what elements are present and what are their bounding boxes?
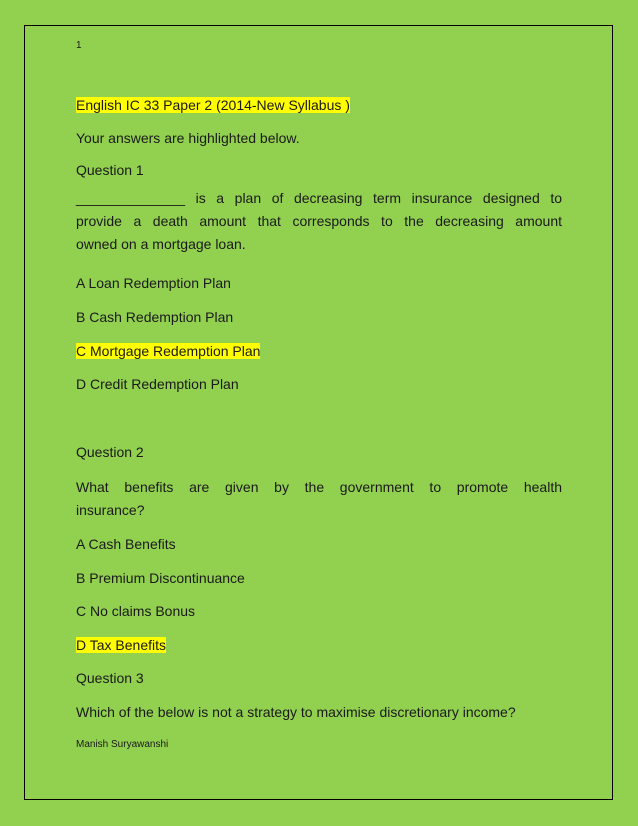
question-3-label: Question 3 — [76, 670, 144, 686]
question-1-text-line: provide a death amount that corresponds to the decreasing amount — [76, 213, 562, 229]
question-2-text-line: insurance? — [76, 502, 145, 518]
title-highlight: English IC 33 Paper 2 (2014-New Syllabus ) — [76, 97, 350, 113]
question-2-text — [76, 476, 562, 522]
question-1-option-b: B Cash Redemption Plan — [76, 309, 234, 325]
question-3-text: Which of the below is not a strategy to maximise discretionary income? — [76, 704, 516, 720]
question-2-text-line: What benefits are given by the government to promote health — [76, 479, 562, 495]
selected-answer-highlight: C Mortgage Redemption Plan — [76, 343, 261, 359]
question-2-option-a: A Cash Benefits — [76, 536, 176, 552]
page-number: 1 — [76, 40, 82, 51]
question-2-label: Question 2 — [76, 444, 144, 460]
question-1-text-line: owned on a mortgage loan. — [76, 236, 246, 252]
question-1-label: Question 1 — [76, 162, 144, 178]
document-title — [76, 96, 350, 115]
question-1-text-line: ______________ is a plan of decreasing term insurance designed to — [76, 190, 562, 206]
intro-text: Your answers are highlighted below. — [76, 130, 300, 146]
question-2-option-b: B Premium Discontinuance — [76, 570, 245, 586]
footer-author: Manish Suryawanshi — [76, 739, 169, 750]
question-1-option-d: D Credit Redemption Plan — [76, 376, 239, 392]
selected-answer-highlight: D Tax Benefits — [76, 637, 167, 653]
question-1-option-a: A Loan Redemption Plan — [76, 275, 231, 291]
question-2-option-c: C No claims Bonus — [76, 603, 196, 619]
question-1-option-c — [76, 342, 260, 361]
question-1-text — [76, 187, 562, 256]
question-2-option-d — [76, 636, 166, 655]
